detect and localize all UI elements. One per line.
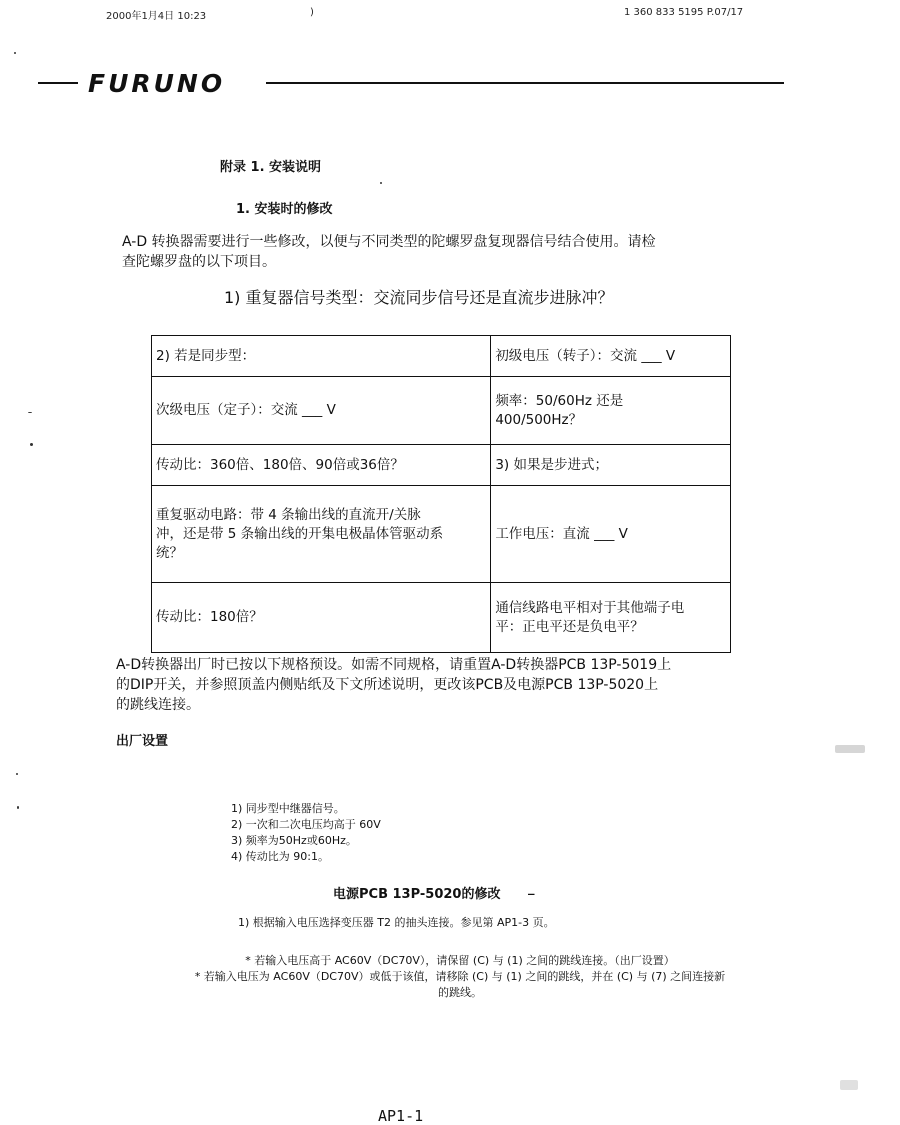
note-line: * 若输入电压高于 AC60V（DC70V），请保留 (C) 与 (1) 之间的跳线连接。（出厂设置）: [245, 954, 675, 967]
scan-speck: [28, 412, 32, 413]
logo-text: FURUNO: [88, 70, 226, 96]
table-row: [152, 583, 731, 653]
intro-line: 查陀螺罗盘的以下项目。: [122, 254, 276, 270]
table-cell: 2) 若是同步型：: [152, 336, 491, 377]
fax-datetime: 2000年1月4日 10:23: [106, 11, 207, 22]
list-item: 4) 传动比为 90:1。: [231, 850, 329, 863]
power-step-1: 1) 根据输入电压选择变压器 T2 的抽头连接。参见第 AP1-3 页。: [238, 916, 555, 929]
scan-speck: [840, 1080, 858, 1090]
fax-number: 1 360 833 5195 P.07/17: [624, 7, 744, 18]
gyro-spec-table: [151, 335, 731, 653]
section-title: 1. 安装时的修改: [236, 202, 333, 217]
preset-line: 的跳线连接。: [116, 697, 200, 713]
preset-line: A-D转换器出厂时已按以下规格预设。如需不同规格，请重置A-D转换器PCB 13P-5019上: [116, 657, 672, 673]
scan-speck: [16, 773, 18, 775]
power-heading: 电源PCB 13P-5020的修改: [333, 887, 501, 902]
scan-speck: [835, 745, 865, 753]
scan-speck: [17, 806, 19, 809]
question-1: 1) 重复器信号类型：交流同步信号还是直流步进脉冲？: [224, 288, 614, 307]
list-item: 2) 一次和二次电压均高于 60V: [231, 818, 381, 831]
list-item: 1) 同步型中继器信号。: [231, 802, 345, 815]
preset-paragraph: [116, 655, 671, 715]
table-cell: 通信线路电平相对于其他端子电 平：正电平还是负电平？: [491, 583, 731, 653]
scan-speck: [380, 182, 382, 184]
table-cell: 初级电压（转子）：交流 ___ V: [491, 336, 731, 377]
table-row: [152, 336, 731, 377]
list-item: 3) 频率为50Hz或60Hz。: [231, 834, 357, 847]
intro-paragraph: [122, 232, 656, 272]
table-cell: 传动比：180倍？: [152, 583, 491, 653]
table-row: [152, 445, 731, 486]
note-line: 的跳线。: [438, 986, 482, 999]
table-cell: 传动比：360倍、180倍、90倍或36倍？: [152, 445, 491, 486]
page-number: AP1-1: [378, 1107, 424, 1125]
scan-speck: [14, 52, 16, 54]
notes-block: [140, 953, 780, 1001]
table-cell: 次级电压（定子）：交流 ___ V: [152, 377, 491, 445]
power-heading-mark: _: [528, 881, 535, 896]
preset-line: 的DIP开关，并参照顶盖内侧贴纸及下文所述说明，更改该PCB及电源PCB 13P-5020上: [116, 677, 659, 693]
furuno-logo: [88, 70, 258, 96]
table-cell: 频率：50/60Hz 还是 400/500Hz？: [491, 377, 731, 445]
factory-list: [231, 801, 381, 865]
factory-heading: 出厂设置: [116, 734, 169, 749]
logo-rule-left: [38, 82, 78, 84]
table-cell: 重复驱动电路：带 4 条输出线的直流开/关脉 冲，还是带 5 条输出线的开集电极晶体管驱动系 统？: [152, 486, 491, 583]
appendix-title: 附录 1. 安装说明: [220, 160, 322, 175]
logo-rule-right: [266, 82, 784, 84]
table-cell: 3) 如果是步进式；: [491, 445, 731, 486]
table-row: [152, 377, 731, 445]
table-cell: 工作电压：直流 ___ V: [491, 486, 731, 583]
note-line: * 若输入电压为 AC60V（DC70V）或低于该值，请移除 (C) 与 (1) 之间的跳线，并在 (C) 与 (7) 之间连接新: [194, 970, 726, 983]
scan-speck: [30, 443, 33, 446]
fax-mark: ): [310, 7, 314, 18]
intro-line: A-D 转换器需要进行一些修改，以便与不同类型的陀螺罗盘复现器信号结合使用。请检: [122, 234, 656, 250]
table-row: [152, 486, 731, 583]
